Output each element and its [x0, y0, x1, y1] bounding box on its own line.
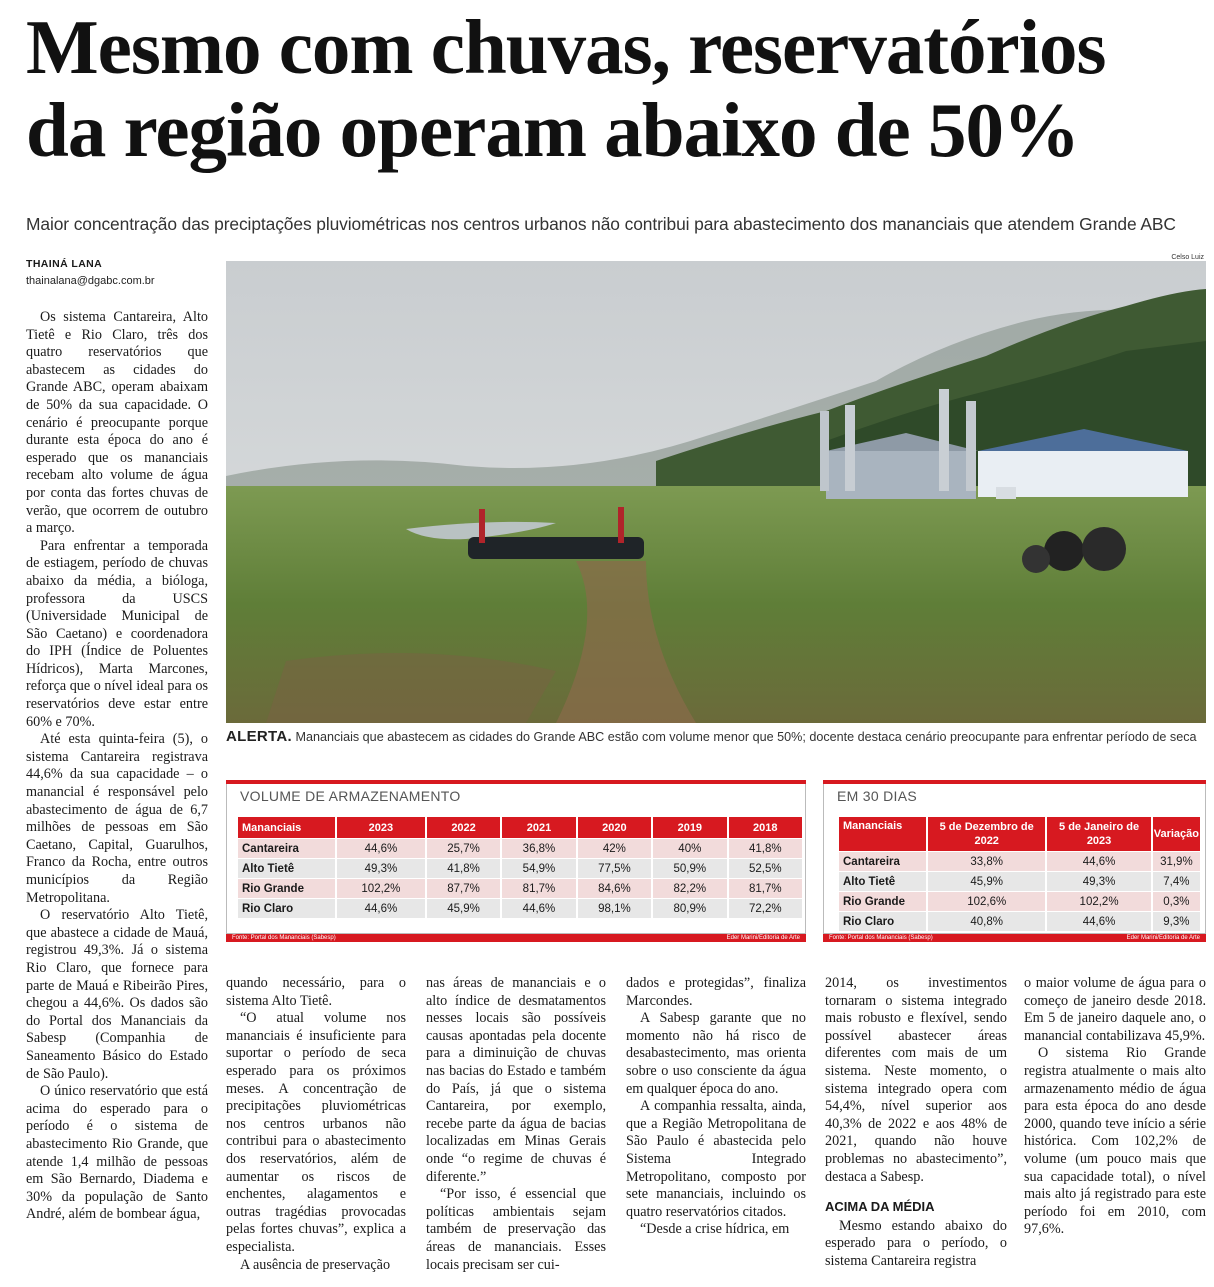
- table-row: [238, 859, 802, 878]
- cell: 36,8%: [502, 839, 575, 858]
- photo-credit: Celso Luiz: [1171, 254, 1204, 261]
- paragraph: O único reservatório que está acima do esperado para o período é o sistema de abastecimento Rio Grande, que atende 1,4 milhão de pessoas em São Bernardo, Diadema e 30% da população de Santo André, além de bombear água,: [26, 1083, 208, 1223]
- article-column-5: [825, 975, 1007, 1271]
- header-cell: 2021: [502, 817, 575, 838]
- cell: 45,9%: [427, 899, 500, 918]
- cell: Rio Claro: [839, 912, 926, 931]
- paragraph: 2014, os investimentos tornaram o sistema integrado mais robusto e flexível, sendo possível abastecer áreas diferentes com mais de um sistema. Neste momento, o sistema integrado opera com 54,4%, nível superior aos 40,3% de 2022 e aos 48% de 2021, quando não houve problemas no abastecimento”, destaca a Sabesp.: [825, 975, 1007, 1185]
- table-art-credit: Eder Marini/Editoria de Arte: [726, 935, 800, 941]
- cell: 72,2%: [729, 899, 802, 918]
- headline-line-1: Mesmo com chuvas, reservatórios: [26, 4, 1106, 90]
- table-source: Fonte: Portal dos Mananciais (Sabesp): [232, 935, 336, 941]
- header-cell: 2018: [729, 817, 802, 838]
- author-name: THAINÁ LANA: [26, 258, 103, 270]
- paragraph: A companhia ressalta, ainda, que a Região Metropolitana de São Paulo é abastecida pelo Sistema Integrado Metropolitano, composto por sete mananciais, incluindo os quatro reservatórios citados.: [626, 1098, 806, 1220]
- cell: Rio Grande: [238, 879, 335, 898]
- table-row: [839, 912, 1200, 931]
- cell: 80,9%: [653, 899, 726, 918]
- table-header-row: [839, 817, 1200, 851]
- cell: 87,7%: [427, 879, 500, 898]
- cell: 49,3%: [337, 859, 425, 878]
- cell: 81,7%: [729, 879, 802, 898]
- cell: 84,6%: [578, 879, 651, 898]
- table-footer: [226, 934, 806, 942]
- caption-text: Mananciais que abastecem as cidades do Grande ABC estão com volume menor que 50%; docente destaca cenário preocupante para enfrentar período de seca: [291, 730, 1197, 744]
- paragraph: O sistema Rio Grande registra atualmente o mais alto armazenamento médio de água para esta época do ano desde 2000, quando teve início a série histórica. Com 102,2% de volume (um pouco mais que sua capacidade total), o nível mais alto já registrado para este período foi em 2010, com 97,6%.: [1024, 1045, 1206, 1238]
- article-column-6: [1024, 975, 1206, 1239]
- table-art-credit: Eder Marini/Editoria de Arte: [1126, 935, 1200, 941]
- article-column-4: [626, 975, 806, 1239]
- cell: 102,6%: [928, 892, 1045, 911]
- table-row: [238, 899, 802, 918]
- header-cell: 5 de Janeiro de 2023: [1047, 817, 1150, 851]
- paragraph: quando necessário, para o sistema Alto Tietê.: [226, 975, 406, 1009]
- cell: 40%: [653, 839, 726, 858]
- header-cell: 2020: [578, 817, 651, 838]
- cell: 102,2%: [337, 879, 425, 898]
- cell: 41,8%: [427, 859, 500, 878]
- paragraph: dados e protegidas”, finaliza Marcondes.: [626, 975, 806, 1009]
- cell: 33,8%: [928, 852, 1045, 871]
- reservoir-photo-illustration: [226, 261, 1206, 723]
- table-row: [839, 872, 1200, 891]
- paragraph: nas áreas de mananciais e o alto índice de desmatamentos nesses locais são possíveis causas apontadas pela docente para a diminuição de chuvas nas bacias do Estado e também do País, já que o sistema Cantareira, por exemplo, recebe parte da água de bacias localizadas em Minas Gerais onde “o regime de chuvas é diferente.”: [426, 975, 606, 1185]
- header-cell: 5 de Dezembro de 2022: [928, 817, 1045, 851]
- thirty-days-table: [823, 780, 1206, 942]
- photo-caption: [226, 728, 1208, 745]
- table-row: [839, 892, 1200, 911]
- table-header-row: [238, 817, 802, 838]
- cell: 7,4%: [1153, 872, 1200, 891]
- byline: [26, 258, 155, 287]
- cell: 77,5%: [578, 859, 651, 878]
- header-cell: 2019: [653, 817, 726, 838]
- header-cell: 2023: [337, 817, 425, 838]
- table-row: [238, 879, 802, 898]
- table-title: EM 30 DIAS: [837, 788, 918, 804]
- header-cell: Variação: [1153, 817, 1200, 851]
- author-email[interactable]: thainalana@dgabc.com.br: [26, 275, 155, 287]
- table-row: [839, 852, 1200, 871]
- cell: 31,9%: [1153, 852, 1200, 871]
- header-cell: Mananciais: [238, 817, 335, 838]
- paragraph: o maior volume de água para o começo de janeiro desde 2018. Em 5 de janeiro daquele ano, o manancial contabilizava 45,9%.: [1024, 975, 1206, 1044]
- paragraph: Os sistema Cantareira, Alto Tietê e Rio Claro, três dos quatro reservatórios que abastecem as cidades do Grande ABC, operam abaixam de 50% da sua capacidade. O cenário é preocupante porque durante esta época do ano é esperado que os mananciais recebam alto volume de água por conta das fortes chuvas de verão, que ocorrem de outubro a março.: [26, 309, 208, 537]
- article-column-1: [26, 309, 208, 1224]
- cell: 44,6%: [337, 839, 425, 858]
- cell: 9,3%: [1153, 912, 1200, 931]
- cell: 0,3%: [1153, 892, 1200, 911]
- cell: 81,7%: [502, 879, 575, 898]
- paragraph: “Desde a crise hídrica, em: [640, 1221, 790, 1238]
- cell: Cantareira: [839, 852, 926, 871]
- caption-lead: ALERTA.: [226, 728, 292, 745]
- subheadline: Maior concentração das preciptações pluviométricas nos centros urbanos não contribui para abastecimento dos mananciais que atendem Grande ABC: [26, 214, 1176, 234]
- cell: 44,6%: [502, 899, 575, 918]
- section-heading: ACIMA DA MÉDIA: [825, 1199, 935, 1215]
- cell: 45,9%: [928, 872, 1045, 891]
- cell: 52,5%: [729, 859, 802, 878]
- paragraph: “Por isso, é essencial que políticas ambientais sejam também de preservação das áreas de mananciais. Esses locais precisam ser cui-: [426, 1186, 606, 1273]
- article-column-3: [426, 975, 606, 1274]
- news-photo: [226, 261, 1206, 723]
- storage-volume-table: [226, 780, 806, 942]
- cell: 102,2%: [1047, 892, 1150, 911]
- paragraph: O reservatório Alto Tietê, que abastece a cidade de Mauá, registrou 49,3%. Já o sistema Rio Claro, que fornece para parte de Mauá e Ribeirão Pires, chegou a 44,6%. Os dados são do Portal dos Mananciais da Sabesp (Companhia de Saneamento Básico do Estado de São Paulo).: [26, 907, 208, 1082]
- cell: 41,8%: [729, 839, 802, 858]
- headline: [26, 6, 1206, 172]
- cell: 50,9%: [653, 859, 726, 878]
- paragraph: A ausência de preservação: [240, 1256, 391, 1273]
- cell: 49,3%: [1047, 872, 1150, 891]
- cell: 44,6%: [1047, 912, 1150, 931]
- paragraph: “O atual volume nos mananciais é insuficiente para suportar o período de seca esperado para os próximos meses. A concentração de precipitações pluviométricas nos centros urbanos não contribui para o abastecimento dos reservatórios, além de aumentar os riscos de enchentes, alagamentos e outras tragédias provocadas pelas fortes chuvas”, explica a especialista.: [226, 1010, 406, 1255]
- cell: Alto Tietê: [839, 872, 926, 891]
- cell: 44,6%: [337, 899, 425, 918]
- paragraph: Mesmo estando abaixo do esperado para o período, o sistema Cantareira registra: [825, 1217, 1007, 1269]
- paragraph: Até esta quinta-feira (5), o sistema Cantareira registrava 44,6% da sua capacidade – o manancial é responsável pelo abastecimento de água de 6,7 milhões de pessoas em São Caetano, Capital, Guarulhos, Franco da Rocha, entre outros municípios da Região Metropolitana.: [26, 731, 208, 906]
- cell: 25,7%: [427, 839, 500, 858]
- table-source: Fonte: Portal dos Mananciais (Sabesp): [829, 935, 933, 941]
- table-row: [238, 839, 802, 858]
- paragraph: A Sabesp garante que no momento não há risco de desabastecimento, mas orienta sobre o uso consciente da água em qualquer época do ano.: [626, 1010, 806, 1097]
- cell: 54,9%: [502, 859, 575, 878]
- cell: 82,2%: [653, 879, 726, 898]
- headline-line-2: da região operam abaixo de 50%: [26, 87, 1079, 173]
- paragraph: Para enfrentar a temporada de estiagem, período de chuvas abaixo da média, a bióloga, professora da USCS (Universidade Municipal de São Caetano) e coordenadora do IPH (Índice de Poluentes Hídricos), Marta Marcones, reforça que o nível ideal para os reservatórios deve estar entre 60% e 70%.: [26, 537, 208, 730]
- cell: Cantareira: [238, 839, 335, 858]
- cell: Alto Tietê: [238, 859, 335, 878]
- cell: Rio Grande: [839, 892, 926, 911]
- table-title: VOLUME DE ARMAZENAMENTO: [240, 788, 461, 804]
- header-cell: 2022: [427, 817, 500, 838]
- cell: 44,6%: [1047, 852, 1150, 871]
- cell: 42%: [578, 839, 651, 858]
- variation-table: [837, 816, 1202, 932]
- article-column-2: [226, 975, 406, 1274]
- cell: 40,8%: [928, 912, 1045, 931]
- cell: Rio Claro: [238, 899, 335, 918]
- cell: 98,1%: [578, 899, 651, 918]
- table-footer: [823, 934, 1206, 942]
- volume-table: [236, 816, 804, 919]
- header-cell: Mananciais: [839, 817, 926, 851]
